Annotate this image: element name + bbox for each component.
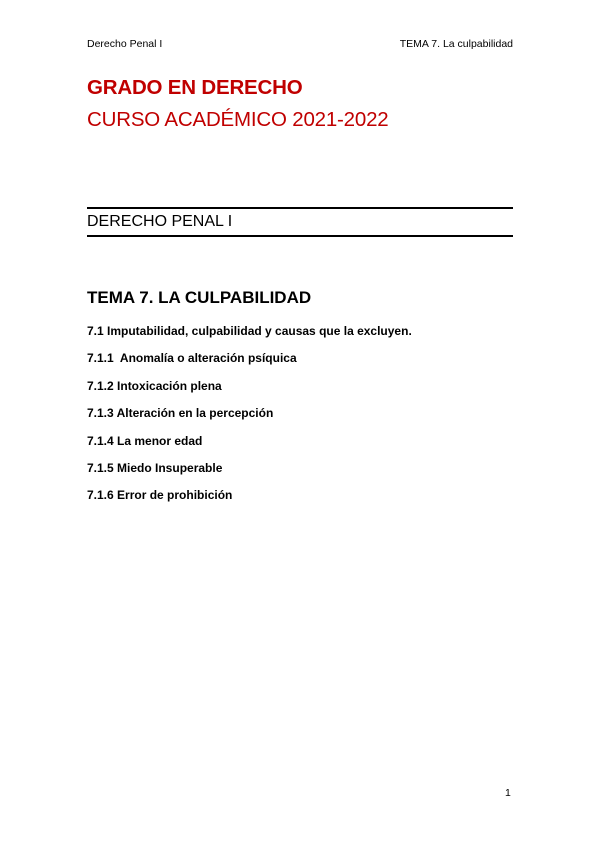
running-header-left: Derecho Penal I — [87, 38, 163, 50]
bottom-rule-divider — [87, 235, 513, 237]
running-header-right: TEMA 7. La culpabilidad — [399, 38, 513, 50]
toc-item: 7.1.1 Anomalía o alteración psíquica — [87, 351, 297, 366]
toc-item: 7.1.2 Intoxicación plena — [87, 378, 222, 393]
degree-title: GRADO EN DERECHO — [87, 76, 303, 99]
top-rule-divider — [87, 207, 513, 209]
toc-item: 7.1.3 Alteración en la percepción — [87, 406, 274, 421]
topic-title: TEMA 7. LA CULPABILIDAD — [87, 288, 312, 307]
table-of-contents — [87, 321, 412, 513]
academic-year-title: CURSO ACADÉMICO 2021-2022 — [87, 108, 389, 131]
toc-item: 7.1 Imputabilidad, culpabilidad y causas que la excluyen. — [87, 324, 412, 338]
toc-item: 7.1.5 Miedo Insuperable — [87, 460, 223, 475]
toc-item: 7.1.6 Error de prohibición — [87, 488, 233, 503]
toc-item: 7.1.4 La menor edad — [87, 433, 203, 448]
page-number: 1 — [505, 787, 511, 799]
subject-heading: DERECHO PENAL I — [87, 213, 233, 230]
